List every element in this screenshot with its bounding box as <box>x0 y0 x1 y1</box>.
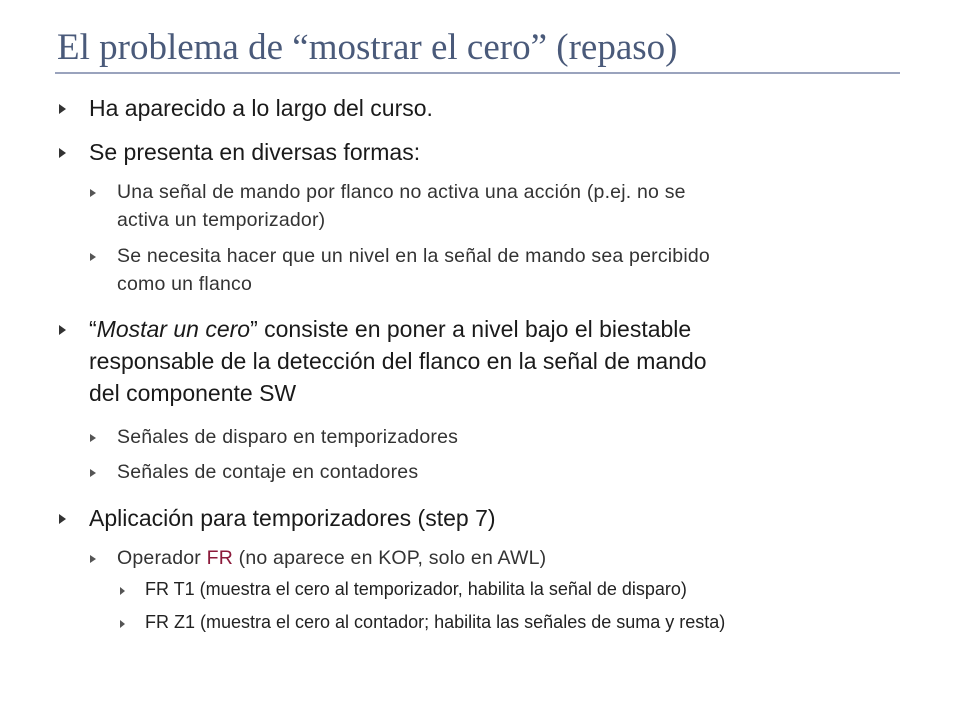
bullet-item: Ha aparecido a lo largo del curso. <box>89 95 433 121</box>
close-quote: ” <box>250 316 258 342</box>
sub-bullet-item-continuation: activa un temporizador) <box>117 209 326 231</box>
sub-bullet-item-continuation: como un flanco <box>117 273 253 295</box>
operator-label: Operador <box>117 547 207 569</box>
bullet-arrow-icon <box>59 104 66 114</box>
sub-bullet-arrow-icon <box>90 469 96 477</box>
sub-bullet-item: Señales de contaje en contadores <box>117 461 419 483</box>
sub-sub-bullet-arrow-icon <box>120 587 125 595</box>
bullet-text: consiste en poner a nivel bajo el biestable <box>257 316 692 342</box>
sub-bullet-arrow-icon <box>90 434 96 442</box>
title-divider <box>55 72 900 74</box>
bullet-item-continuation: responsable de la detección del flanco en la señal de mando <box>89 348 707 374</box>
bullet-item: Se presenta en diversas formas: <box>89 139 421 165</box>
sub-bullet-arrow-icon <box>90 555 96 563</box>
sub-bullet-item: Señales de disparo en temporizadores <box>117 426 459 448</box>
sub-sub-bullet-item: FR T1 (muestra el cero al temporizador, habilita la señal de disparo) <box>145 579 687 599</box>
operator-code: FR <box>206 547 234 569</box>
sub-bullet-item: Una señal de mando por flanco no activa una acción (p.ej. no se <box>117 181 686 203</box>
sub-bullet-item <box>117 547 546 570</box>
bullet-item-continuation: del componente SW <box>89 380 297 406</box>
bullet-item <box>89 316 691 343</box>
sub-bullet-arrow-icon <box>90 253 96 261</box>
sub-bullet-item: Se necesita hacer que un nivel en la señal de mando sea percibido <box>117 245 710 267</box>
bullet-arrow-icon <box>59 325 66 335</box>
bullet-item: Aplicación para temporizadores (step 7) <box>89 505 496 531</box>
slide-title: El problema de “mostrar el cero” (repaso) <box>57 27 678 68</box>
bullet-arrow-icon <box>59 514 66 524</box>
open-quote: “ <box>89 316 97 342</box>
operator-note: (no aparece en KOP, solo en AWL) <box>233 547 547 569</box>
sub-sub-bullet-arrow-icon <box>120 620 125 628</box>
italic-term: Mostar un cero <box>96 316 251 342</box>
sub-sub-bullet-item: FR Z1 (muestra el cero al contador; habilita las señales de suma y resta) <box>145 612 726 632</box>
bullet-arrow-icon <box>59 148 66 158</box>
sub-bullet-arrow-icon <box>90 189 96 197</box>
